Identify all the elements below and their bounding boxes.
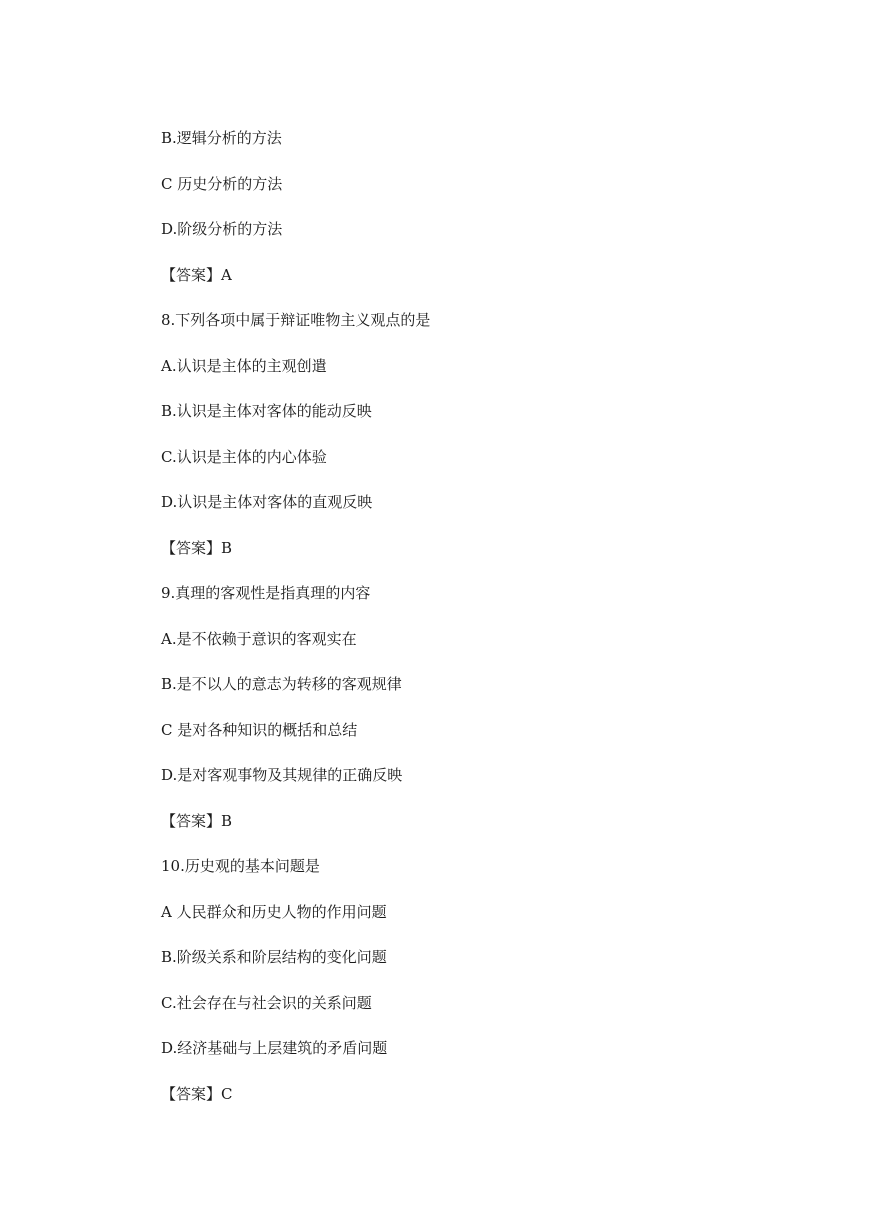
- option-line: C.社会存在与社会识的关系问题: [161, 993, 372, 1012]
- answer-line: 【答案】A: [161, 265, 232, 284]
- option-line: D.经济基础与上层建筑的矛盾问题: [161, 1039, 388, 1057]
- question-line: 10.历史观的基本问题是: [161, 857, 320, 875]
- question-line: 9.真理的客观性是指真理的内容: [161, 584, 371, 602]
- answer-line: 【答案】B: [161, 811, 233, 830]
- option-line: C 是对各种知识的概括和总结: [161, 720, 358, 739]
- option-line: D.认识是主体对客体的直观反映: [161, 493, 373, 511]
- option-line: A.认识是主体的主观创遣: [161, 356, 327, 375]
- option-line: D.是对客观事物及其规律的正确反映: [161, 766, 403, 784]
- option-line: B.逻辑分析的方法: [161, 129, 282, 147]
- answer-line: 【答案】B: [161, 538, 233, 557]
- option-line: A.是不依赖于意识的客观实在: [161, 629, 357, 648]
- document-content: [161, 126, 781, 1127]
- option-line: C.认识是主体的内心体验: [161, 447, 327, 466]
- option-line: D.阶级分析的方法: [161, 220, 283, 238]
- option-line: C 历史分析的方法: [161, 174, 283, 193]
- option-line: B.认识是主体对客体的能动反映: [161, 402, 372, 420]
- option-line: B.是不以人的意志为转移的客观规律: [161, 675, 402, 693]
- question-line: 8.下列各项中属于辩证唯物主义观点的是: [161, 311, 431, 329]
- option-line: A 人民群众和历史人物的作用问题: [161, 902, 387, 921]
- option-line: B.阶级关系和阶层结构的变化问题: [161, 948, 387, 966]
- answer-line: 【答案】C: [161, 1084, 233, 1103]
